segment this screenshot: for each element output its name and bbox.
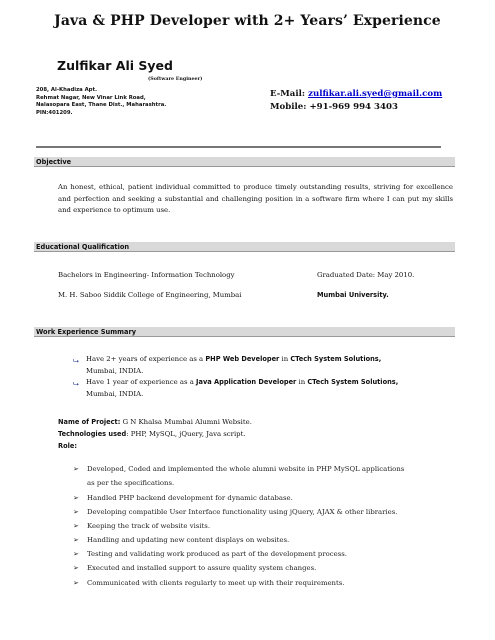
candidate-name: Zulfikar Ali Syed [57, 58, 173, 73]
arrowhead-bullet-icon: ➢ [73, 564, 79, 572]
role-item: ➢ Developing compatible User Interface functionality using jQuery, AJAX & other libraries. [73, 506, 453, 520]
address-block [36, 87, 166, 117]
degree-text: Bachelors in Engineering- Information Technology [58, 271, 235, 279]
role-label: Role: [58, 442, 77, 450]
email-link[interactable]: zulfikar.ali.syed@gmail.com [308, 89, 443, 99]
project-line [58, 418, 252, 426]
email-label: E-Mail: [270, 89, 306, 99]
section-heading-education: Educational Qualification [34, 242, 455, 252]
address-line: Rehmat Nagar, New Vinar Link Road, [36, 94, 146, 101]
arrow-bullet-icon: ⮡ [73, 379, 79, 388]
college-text: M. H. Saboo Siddik College of Engineering, Mumbai [58, 291, 242, 299]
technologies-label: Technologies used [58, 430, 127, 438]
role-line [58, 442, 77, 450]
technologies-line [58, 430, 246, 438]
email-line [270, 88, 442, 101]
arrowhead-bullet-icon: ➢ [73, 465, 79, 473]
arrowhead-bullet-icon: ➢ [73, 550, 79, 558]
role-item: ➢ Executed and installed support to assure quality system changes. [73, 562, 453, 576]
candidate-subtitle: (Software Engineer) [148, 76, 203, 82]
address-line: Nalasopara East, Thane Dist., Maharashtra. [36, 102, 167, 109]
arrowhead-bullet-icon: ➢ [73, 536, 79, 544]
project-name: G N Khalsa Mumbai Alumni Website. [122, 418, 252, 426]
address-line: 208, Al-Khadiza Apt. [36, 87, 98, 93]
role-item: ➢ Keeping the track of website visits. [73, 520, 453, 534]
project-label: Name of Project: [58, 418, 121, 426]
university-text: Mumbai University. [317, 291, 389, 299]
objective-text: An honest, ethical, patient individual committed to produce timely outstanding results, striving for excellence and perfection and seeking a substantial and challenging position in a software firm where I can put my skills and experience to optimum use. [58, 183, 453, 214]
mobile-number: +91-969 994 3403 [309, 102, 398, 112]
experience-item: ⮡ Have 2+ years of experience as a PHP Web Developer in CTech System Solutions, Mumbai, INDIA. [73, 355, 382, 375]
mobile-line [270, 101, 442, 114]
role-item: ➢ Communicated with clients regularly to meet up with their requirements. [73, 577, 453, 591]
arrow-bullet-icon: ⮡ [73, 356, 79, 365]
graduation-date: Graduated Date: May 2010. [317, 271, 415, 279]
section-heading-objective: Objective [34, 157, 455, 167]
mobile-label: Mobile: [270, 102, 307, 112]
role-item-continuation: as per the specifications. [87, 479, 175, 487]
arrowhead-bullet-icon: ➢ [73, 508, 79, 516]
technologies-list: : PHP, MySQL, jQuery, Java script. [126, 430, 246, 438]
experience-item: ⮡ Have 1 year of experience as a Java Application Developer in CTech System Solutions, Mumbai, INDIA. [73, 378, 399, 398]
role-item: ➢ Handling and updating new content displays on websites. [73, 534, 453, 548]
role-item: ➢ Handled PHP backend development for dynamic database. [73, 492, 453, 506]
arrowhead-bullet-icon: ➢ [73, 522, 79, 530]
address-line: PIN:401209. [36, 109, 73, 116]
header-divider [36, 146, 441, 148]
contact-block [270, 88, 442, 114]
role-item: ➢ Developed, Coded and implemented the whole alumni website in PHP MySQL applications [73, 463, 453, 477]
resume-title: Java & PHP Developer with 2+ Years’ Experience [54, 13, 441, 29]
role-item: ➢ Testing and validating work produced as part of the development process. [73, 548, 453, 562]
arrowhead-bullet-icon: ➢ [73, 494, 79, 502]
section-heading-experience: Work Experience Summary [34, 327, 455, 337]
arrowhead-bullet-icon: ➢ [73, 579, 79, 587]
